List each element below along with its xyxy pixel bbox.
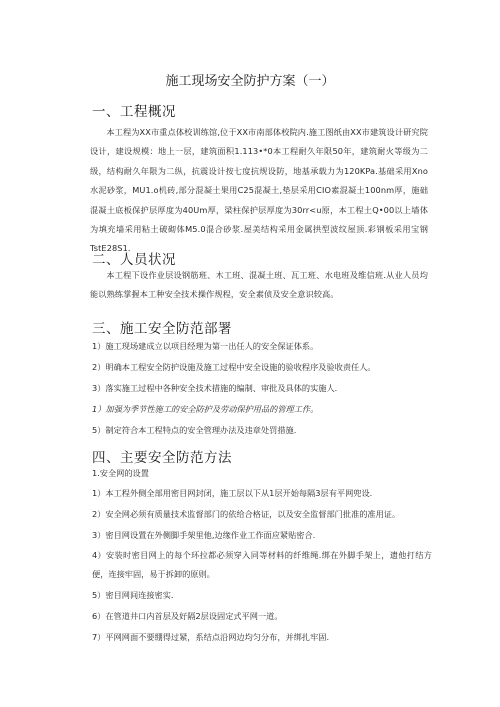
personnel-paragraph: 本工程下设作业层设钢筋班、木工班、混凝土班、瓦工班、水电班及维信班.从业人员均能以熟练掌握本工种安全技术操作规程，安全素侦及安全意识较高。 bbox=[90, 270, 428, 300]
section-heading-personnel: 二、人员状况 bbox=[92, 252, 176, 268]
list-item: 7）平网网面不要绷得过紧，系结点沿网边均匀分布，并绑扎牢固. bbox=[92, 631, 330, 642]
methods-list bbox=[92, 483, 432, 648]
list-item: 5）制定符合本工程特点的安全管理办法及违章处罚措施. bbox=[92, 425, 297, 435]
list-item: 3）密目网设置在外侧脚手架里他,边缘作业工作面应紧贴密合. bbox=[92, 530, 316, 540]
section-heading-deployment: 三、施工安全防范部署 bbox=[92, 321, 232, 337]
list-item: 1）加强为季节性施工的安全防护及劳动保护用品的管理工作。 bbox=[92, 404, 319, 414]
list-item: 5）密目网间连接密实. bbox=[92, 589, 174, 600]
list-item: 1）本工程外侧全部用密目网封闭，施工层以下从1层开始每隔3层有平网兜设. bbox=[92, 488, 373, 498]
list-item: 2）安全网必须有质量技术监督部门的依给合格证，以及安全监督部门批准的准用证。 bbox=[92, 509, 401, 519]
list-item: 3）落实施工过程中各种安全技术措施的编制、审批及具体的实施人. bbox=[92, 383, 338, 393]
overview-paragraph: 本工程为XX市重点体校训练馆,位于XX市南部体校院内.施工图纸由XX市建筑设计研究院设计，建设规模：地上一层，建筑面积1.113•*0本工程耐久年限50年，建筑耐火等级为二级，结构耐久年限为二纵，抗震设计按七度抗规设防，地基承载力为120KPa.基础采用Xno水泥砂浆，MU1.o机砖,部分混凝土果用C25混凝土,垫层采用CIO素混凝土100nm厚，施础混凝土底板保护层厚度为40Um厚，梁柱保护层厚度为30rr<u原，本工程土Q•00以上墙体为填充墙采用粘土破砌体M5.0混合砂浆.屋美结构采用金属拱型波纹屋顶.彩钢板采用宝钢TstE28S1. bbox=[90, 127, 428, 254]
list-item: 2）明确本工程安全防护设施及施工过程中安全设施的验收程序及验收责任人。 bbox=[92, 362, 376, 372]
list-item: 1）施工现场建成立以项目经理为第一出任人的安全保证体系。 bbox=[92, 341, 319, 351]
list-item: 6）在管道井口内首层及好隔2层设固定式平网一道。 bbox=[92, 610, 283, 621]
section-heading-methods: 四、主要安全防范方法 bbox=[92, 450, 232, 466]
list-item: 4）安装时密目网上的每个环拉都必须穿入同等材料的纤维绳.绑在外脚手架上，遗他打结方便，连接牢固，易于拆卸的原则。 bbox=[92, 550, 432, 580]
document-title: 施工现场安全防护方案（一） bbox=[165, 74, 335, 89]
deployment-list bbox=[92, 336, 432, 441]
subsection-heading-safety-net: 1.安全网的设置 bbox=[92, 468, 149, 478]
section-heading-overview: 一、工程概况 bbox=[92, 104, 176, 120]
